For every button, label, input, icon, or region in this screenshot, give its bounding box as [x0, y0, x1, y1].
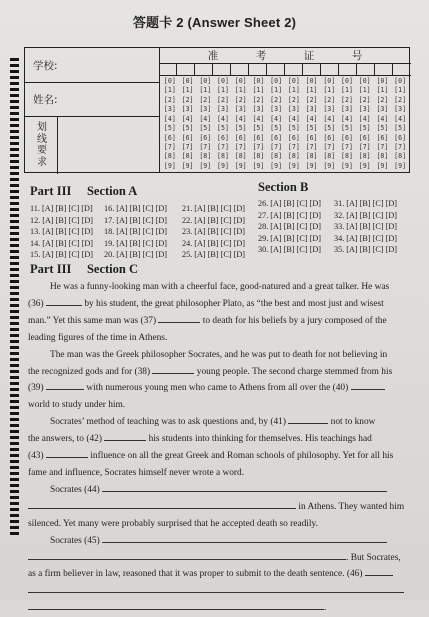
exam-id-bubble[interactable]: [5]: [163, 124, 176, 133]
passage-line: in Athens. They wanted him: [28, 499, 408, 516]
passage-line: world to study under him.: [28, 400, 126, 411]
exam-id-bubble[interactable]: [8]: [252, 152, 265, 161]
exam-id-bubble[interactable]: [2]: [323, 95, 336, 104]
exam-id-bubble[interactable]: [3]: [181, 105, 194, 114]
exam-id-bubble[interactable]: [5]: [181, 124, 194, 133]
answer-option-row[interactable]: 14. [A] [B] [C] [D]: [30, 238, 93, 248]
exam-id-bubble[interactable]: [7]: [217, 142, 229, 151]
exam-id-bubble[interactable]: [4]: [341, 114, 353, 123]
exam-id-bubble[interactable]: [1]: [305, 86, 318, 95]
exam-id-bubble[interactable]: [5]: [199, 124, 212, 133]
answer-blank-43[interactable]: [46, 448, 88, 458]
answer-option-row[interactable]: 23. [A] [B] [C] [D]: [182, 227, 245, 236]
exam-id-bubble[interactable]: [5]: [252, 124, 265, 133]
exam-id-bubble[interactable]: [9]: [252, 161, 265, 170]
exam-id-bubble[interactable]: [5]: [376, 124, 389, 133]
exam-id-bubble[interactable]: [7]: [323, 142, 336, 151]
section-a-heading: [30, 184, 137, 199]
passage-line: the answers, to (42) his students into thinking for themselves. His teachings had: [28, 431, 408, 448]
write-box[interactable]: [177, 64, 195, 75]
exam-id-bubble[interactable]: [9]: [305, 161, 318, 170]
exam-id-char: 准: [207, 50, 219, 62]
answer-option-row[interactable]: 13. [A] [B] [C] [D]: [30, 227, 93, 236]
passage-line: (39) with numerous young men who came to Athens from all over the (40): [28, 380, 408, 397]
answer-option-row[interactable]: 24. [A] [B] [C] [D]: [182, 238, 245, 248]
write-box[interactable]: [213, 64, 231, 75]
school-label: 学校:: [33, 60, 58, 72]
answer-blank-38[interactable]: [152, 364, 194, 374]
exam-id-column: [338, 77, 356, 171]
exam-id-bubble[interactable]: [3]: [270, 105, 283, 114]
exam-id-bubble[interactable]: [4]: [234, 114, 247, 123]
answer-blank-42[interactable]: [104, 431, 146, 441]
exam-id-bubble[interactable]: [7]: [305, 142, 318, 151]
answer-blank-37[interactable]: [158, 313, 200, 323]
exam-id-bubble[interactable]: [1]: [163, 86, 176, 95]
exam-id-bubble[interactable]: [0]: [341, 77, 353, 85]
exam-id-bubble[interactable]: [2]: [252, 95, 265, 104]
exam-id-bubble[interactable]: [1]: [181, 86, 194, 95]
exam-id-bubble[interactable]: [2]: [341, 95, 353, 104]
exam-id-bubble[interactable]: [4]: [287, 114, 300, 123]
passage-line: man.” Yet this same man was (37) to death for his beliefs by a jury composed of the: [28, 313, 408, 330]
exam-id-bubble[interactable]: [1]: [270, 86, 283, 95]
exam-id-bubble[interactable]: [2]: [270, 95, 283, 104]
exam-id-bubble[interactable]: [4]: [358, 114, 371, 123]
answer-option-row[interactable]: 18. [A] [B] [C] [D]: [104, 227, 167, 236]
exam-id-bubble[interactable]: [3]: [376, 105, 389, 114]
exam-id-bubble[interactable]: [8]: [199, 152, 212, 161]
exam-id-bubble[interactable]: [8]: [217, 152, 229, 161]
write-box[interactable]: [375, 64, 393, 75]
exam-id-bubble[interactable]: [0]: [270, 77, 283, 85]
school-row: [25, 48, 159, 83]
exam-id-bubble[interactable]: [6]: [163, 133, 176, 142]
answer-blank-41[interactable]: [288, 414, 328, 424]
exam-id-bubble[interactable]: [9]: [394, 161, 407, 170]
answer-blank-46-cont[interactable]: [28, 583, 404, 593]
answer-option-row[interactable]: 11. [A] [B] [C] [D]: [30, 204, 93, 213]
exam-id-bubble[interactable]: [4]: [323, 114, 336, 123]
exam-id-bubble[interactable]: [0]: [181, 77, 194, 85]
exam-id-bubble[interactable]: [8]: [341, 152, 353, 161]
write-box[interactable]: [195, 64, 213, 75]
exam-id-column: [391, 77, 409, 171]
exam-id-bubble[interactable]: [1]: [376, 86, 389, 95]
exam-id-bubble[interactable]: [4]: [270, 114, 283, 123]
exam-id-bubble[interactable]: [0]: [163, 77, 176, 85]
exam-id-bubble[interactable]: [3]: [323, 105, 336, 114]
answer-option-row[interactable]: 20. [A] [B] [C] [D]: [104, 250, 167, 259]
exam-id-bubble[interactable]: [6]: [305, 133, 318, 142]
passage-line: The man was the Greek philosopher Socrates, and he was put to death for not believing in: [50, 349, 388, 360]
exam-id-bubble[interactable]: [6]: [287, 133, 300, 142]
exam-id-bubble[interactable]: [1]: [341, 86, 353, 95]
timing-marks: [10, 58, 19, 538]
exam-id-bubble[interactable]: [8]: [270, 152, 283, 161]
exam-id-bubble[interactable]: [2]: [287, 95, 300, 104]
section-c-heading: [30, 262, 138, 277]
write-box[interactable]: [339, 64, 357, 75]
passage-line: fame and influence, Socrates himself never wrote a word.: [28, 467, 245, 478]
exam-id-bubble[interactable]: [1]: [287, 86, 300, 95]
answer-option-row[interactable]: 35. [A] [B] [C] [D]: [334, 245, 397, 254]
exam-id-bubble[interactable]: [5]: [287, 124, 300, 133]
part-label: Part III: [30, 184, 72, 198]
section-a-col2: [104, 203, 167, 261]
exam-id-bubble[interactable]: [2]: [199, 95, 212, 104]
passage-line: . But Socrates,: [28, 550, 408, 567]
exam-id-bubble[interactable]: [4]: [305, 114, 318, 123]
exam-id-bubble[interactable]: [7]: [287, 142, 300, 151]
part-label: Part III: [30, 262, 72, 276]
exam-id-bubble[interactable]: [5]: [341, 124, 353, 133]
exam-id-char: 证: [303, 50, 315, 62]
write-box[interactable]: [231, 64, 249, 75]
name-row: [25, 82, 159, 117]
exam-id-bubble[interactable]: [8]: [287, 152, 300, 161]
exam-id-char: 号: [351, 50, 363, 62]
exam-id-bubble[interactable]: [1]: [394, 86, 407, 95]
section-b-col2: [334, 198, 397, 256]
passage-line: He was a funny-looking man with a cheerful face, good-natured and a great talker. He was: [50, 282, 390, 292]
exam-id-bubble[interactable]: [8]: [163, 152, 176, 161]
answer-option-row[interactable]: 15. [A] [B] [C] [D]: [30, 250, 93, 259]
exam-id-bubble[interactable]: [4]: [252, 114, 265, 123]
passage-line: Socrates (44): [28, 482, 408, 499]
exam-id-bubble[interactable]: [7]: [341, 142, 353, 151]
answer-blank-44[interactable]: [102, 482, 387, 492]
exam-id-bubble[interactable]: [4]: [217, 114, 229, 123]
exam-id-bubble[interactable]: [2]: [217, 95, 229, 104]
answer-option-row[interactable]: 26. [A] [B] [C] [D]: [258, 199, 321, 208]
passage-line: .: [28, 600, 408, 617]
exam-id-column: [232, 77, 250, 171]
exam-id-bubble[interactable]: [7]: [181, 142, 194, 151]
exam-id-bubble[interactable]: [5]: [234, 124, 247, 133]
exam-id-bubble[interactable]: [0]: [394, 77, 407, 85]
write-box[interactable]: [267, 64, 285, 75]
write-box[interactable]: [321, 64, 339, 75]
exam-id-bubble[interactable]: [2]: [305, 95, 318, 104]
exam-id-bubble[interactable]: [0]: [252, 77, 265, 85]
write-box[interactable]: [285, 64, 303, 75]
section-b-heading: Section B: [258, 180, 309, 194]
exam-id-bubble[interactable]: [6]: [199, 133, 212, 142]
exam-id-column: [320, 77, 338, 171]
exam-id-bubble[interactable]: [8]: [305, 152, 318, 161]
exam-id-bubble[interactable]: [4]: [394, 114, 407, 123]
exam-id-char: 考: [255, 50, 267, 62]
exam-id-bubble[interactable]: [3]: [234, 105, 247, 114]
exam-id-bubble[interactable]: [5]: [394, 124, 407, 133]
exam-id-bubble[interactable]: [5]: [305, 124, 318, 133]
answer-option-row[interactable]: 12. [A] [B] [C] [D]: [30, 215, 93, 225]
exam-id-bubble[interactable]: [1]: [234, 86, 247, 95]
exam-id-bubble[interactable]: [9]: [234, 161, 247, 170]
exam-id-bubble[interactable]: [8]: [358, 152, 371, 161]
cut-line-divider: [57, 116, 58, 174]
exam-id-bubble[interactable]: [4]: [181, 114, 194, 123]
write-box[interactable]: [357, 64, 375, 75]
exam-id-bubble[interactable]: [4]: [376, 114, 389, 123]
exam-id-bubble[interactable]: [9]: [341, 161, 353, 170]
exam-id-bubble[interactable]: [6]: [323, 133, 336, 142]
exam-id-bubble[interactable]: [1]: [199, 86, 212, 95]
exam-id-bubble[interactable]: [0]: [234, 77, 247, 85]
exam-id-bubble[interactable]: [1]: [323, 86, 336, 95]
exam-id-bubble[interactable]: [6]: [270, 133, 283, 142]
passage-line: Socrates’ method of teaching was to ask questions and, by (41) not to know: [28, 414, 408, 431]
passage-line: silenced. Yet many were probably surprised that he accepted death so readily.: [28, 518, 318, 529]
cut-line-label: 划线要求: [37, 122, 47, 168]
exam-id-bubble[interactable]: [6]: [234, 133, 247, 142]
exam-id-bubble[interactable]: [6]: [217, 133, 229, 142]
info-box: [24, 47, 410, 173]
exam-id-bubble[interactable]: [3]: [305, 105, 318, 114]
section-b-col1: [258, 198, 321, 256]
answer-blank-44-cont[interactable]: [28, 499, 296, 509]
answer-blank-36[interactable]: [46, 296, 82, 306]
passage-line: leading figures of the time in Athens.: [28, 332, 168, 343]
exam-id-bubble[interactable]: [8]: [376, 152, 389, 161]
exam-id-bubble[interactable]: [5]: [358, 124, 371, 133]
exam-id-bubble[interactable]: [4]: [199, 114, 212, 123]
exam-id-bubble[interactable]: [9]: [270, 161, 283, 170]
section-label: Section C: [86, 262, 138, 276]
exam-id-bubble[interactable]: [9]: [181, 161, 194, 170]
write-box[interactable]: [393, 64, 411, 75]
exam-id-bubble[interactable]: [3]: [358, 105, 371, 114]
passage-line: (36) by his student, the great philosopher Plato, as “the best and most just and wisest: [28, 296, 408, 313]
exam-id-column: [179, 77, 197, 171]
answer-option-row[interactable]: 16. [A] [B] [C] [D]: [104, 204, 167, 213]
exam-id-bubble[interactable]: [6]: [252, 133, 265, 142]
answer-option-row[interactable]: 31. [A] [B] [C] [D]: [334, 199, 397, 208]
exam-id-bubble[interactable]: [6]: [394, 133, 407, 142]
answer-blank-45-cont[interactable]: [28, 550, 346, 560]
sheet-title: 答题卡 2 (Answer Sheet 2): [132, 15, 297, 30]
answer-blank-46-end[interactable]: [28, 600, 324, 610]
write-box[interactable]: [159, 64, 177, 75]
exam-id-write-boxes: [159, 64, 411, 76]
passage-line: (43) influence on all the great Greek and Roman schools of philosophy. Yet for all his: [28, 448, 408, 465]
name-label: 姓名:: [33, 94, 58, 106]
section-a-col3: [182, 203, 245, 261]
exam-id-bubble[interactable]: [3]: [199, 105, 212, 114]
exam-id-bubble[interactable]: [0]: [217, 77, 229, 85]
write-box[interactable]: [303, 64, 321, 75]
exam-id-column: [285, 77, 303, 171]
exam-id-bubble[interactable]: [0]: [199, 77, 212, 85]
exam-id-bubble[interactable]: [3]: [394, 105, 407, 114]
exam-id-bubble[interactable]: [5]: [270, 124, 283, 133]
exam-id-column: [250, 77, 268, 171]
exam-id-bubble[interactable]: [7]: [163, 142, 176, 151]
exam-id-bubble[interactable]: [5]: [323, 124, 336, 133]
exam-id-bubble[interactable]: [7]: [376, 142, 389, 151]
exam-id-bubble[interactable]: [9]: [287, 161, 300, 170]
exam-id-title: [159, 48, 411, 64]
answer-option-row[interactable]: 33. [A] [B] [C] [D]: [334, 222, 397, 231]
exam-id-bubble[interactable]: [1]: [252, 86, 265, 95]
exam-id-bubble[interactable]: [9]: [323, 161, 336, 170]
write-box[interactable]: [249, 64, 267, 75]
exam-id-bubble[interactable]: [1]: [217, 86, 229, 95]
exam-id-bubble[interactable]: [8]: [323, 152, 336, 161]
answer-blank-39[interactable]: [46, 380, 84, 390]
exam-id-bubble[interactable]: [0]: [323, 77, 336, 85]
answer-option-row[interactable]: 30. [A] [B] [C] [D]: [258, 245, 321, 254]
answer-option-row[interactable]: 27. [A] [B] [C] [D]: [258, 210, 321, 220]
exam-id-bubble[interactable]: [2]: [358, 95, 371, 104]
answer-option-row[interactable]: 17. [A] [B] [C] [D]: [104, 215, 167, 225]
exam-id-bubble[interactable]: [3]: [217, 105, 229, 114]
exam-id-bubble[interactable]: [2]: [376, 95, 389, 104]
exam-id-bubble[interactable]: [4]: [163, 114, 176, 123]
exam-id-bubble[interactable]: [8]: [181, 152, 194, 161]
exam-id-bubble[interactable]: [9]: [358, 161, 371, 170]
answer-option-row[interactable]: 29. [A] [B] [C] [D]: [258, 233, 321, 243]
section-a-col1: [30, 203, 93, 261]
exam-id-column: [214, 77, 232, 171]
passage: [28, 279, 408, 617]
answer-option-row[interactable]: 28. [A] [B] [C] [D]: [258, 222, 321, 231]
exam-id-column: [161, 77, 179, 171]
exam-id-bubble[interactable]: [2]: [163, 95, 176, 104]
passage-line: [28, 583, 408, 600]
exam-id-bubble[interactable]: [7]: [252, 142, 265, 151]
passage-line: as a firm believer in law, reasoned that it was proper to submit to the death sentence. (46): [28, 566, 408, 583]
passage-line: Socrates (45): [28, 533, 408, 550]
exam-id-bubble[interactable]: [7]: [270, 142, 283, 151]
passage-line: the recognized gods and for (38) young people. The second charge stemmed from his: [28, 364, 408, 381]
exam-id-bubble[interactable]: [3]: [163, 105, 176, 114]
exam-id-bubble[interactable]: [3]: [341, 105, 353, 114]
exam-id-bubble[interactable]: [6]: [358, 133, 371, 142]
exam-id-column: [374, 77, 392, 171]
answer-blank-45[interactable]: [102, 533, 387, 543]
answer-option-row[interactable]: 19. [A] [B] [C] [D]: [104, 238, 167, 248]
answer-option-row[interactable]: 25. [A] [B] [C] [D]: [182, 250, 245, 259]
exam-id-bubble[interactable]: [0]: [287, 77, 300, 85]
exam-id-bubble[interactable]: [7]: [394, 142, 407, 151]
exam-id-bubble[interactable]: [6]: [341, 133, 353, 142]
exam-id-bubble[interactable]: [2]: [394, 95, 407, 104]
answer-option-row[interactable]: 21. [A] [B] [C] [D]: [182, 204, 245, 213]
exam-id-bubble[interactable]: [9]: [163, 161, 176, 170]
exam-id-bubble[interactable]: [2]: [181, 95, 194, 104]
exam-id-bubble[interactable]: [6]: [181, 133, 194, 142]
exam-id-column: [196, 77, 214, 171]
exam-id-bubble[interactable]: [8]: [394, 152, 407, 161]
exam-id-bubble[interactable]: [1]: [358, 86, 371, 95]
exam-id-bubble[interactable]: [2]: [234, 95, 247, 104]
exam-id-bubble[interactable]: [6]: [376, 133, 389, 142]
exam-id-bubble[interactable]: [7]: [199, 142, 212, 151]
exam-id-bubble[interactable]: [9]: [199, 161, 212, 170]
exam-id-bubble[interactable]: [3]: [252, 105, 265, 114]
exam-id-bubble[interactable]: [7]: [358, 142, 371, 151]
answer-blank-40[interactable]: [351, 380, 385, 390]
exam-id-column: [356, 77, 374, 171]
answer-blank-46[interactable]: [365, 566, 393, 576]
answer-option-row[interactable]: 32. [A] [B] [C] [D]: [334, 210, 397, 220]
exam-id-bubble[interactable]: [9]: [376, 161, 389, 170]
exam-id-bubble[interactable]: [0]: [376, 77, 389, 85]
exam-id-bubble[interactable]: [8]: [234, 152, 247, 161]
exam-id-bubble[interactable]: [0]: [358, 77, 371, 85]
exam-id-bubble[interactable]: [3]: [287, 105, 300, 114]
answer-option-row[interactable]: 34. [A] [B] [C] [D]: [334, 233, 397, 243]
exam-id-bubble[interactable]: [0]: [305, 77, 318, 85]
exam-id-bubble[interactable]: [7]: [234, 142, 247, 151]
exam-id-bubble[interactable]: [5]: [217, 124, 229, 133]
section-label: Section A: [86, 184, 138, 198]
personal-info-column: [25, 48, 160, 172]
answer-option-row[interactable]: 22. [A] [B] [C] [D]: [182, 215, 245, 225]
exam-id-bubble-grid: [161, 77, 409, 171]
exam-id-bubble[interactable]: [9]: [217, 161, 229, 170]
exam-id-column: [303, 77, 321, 171]
exam-id-column: [267, 77, 285, 171]
